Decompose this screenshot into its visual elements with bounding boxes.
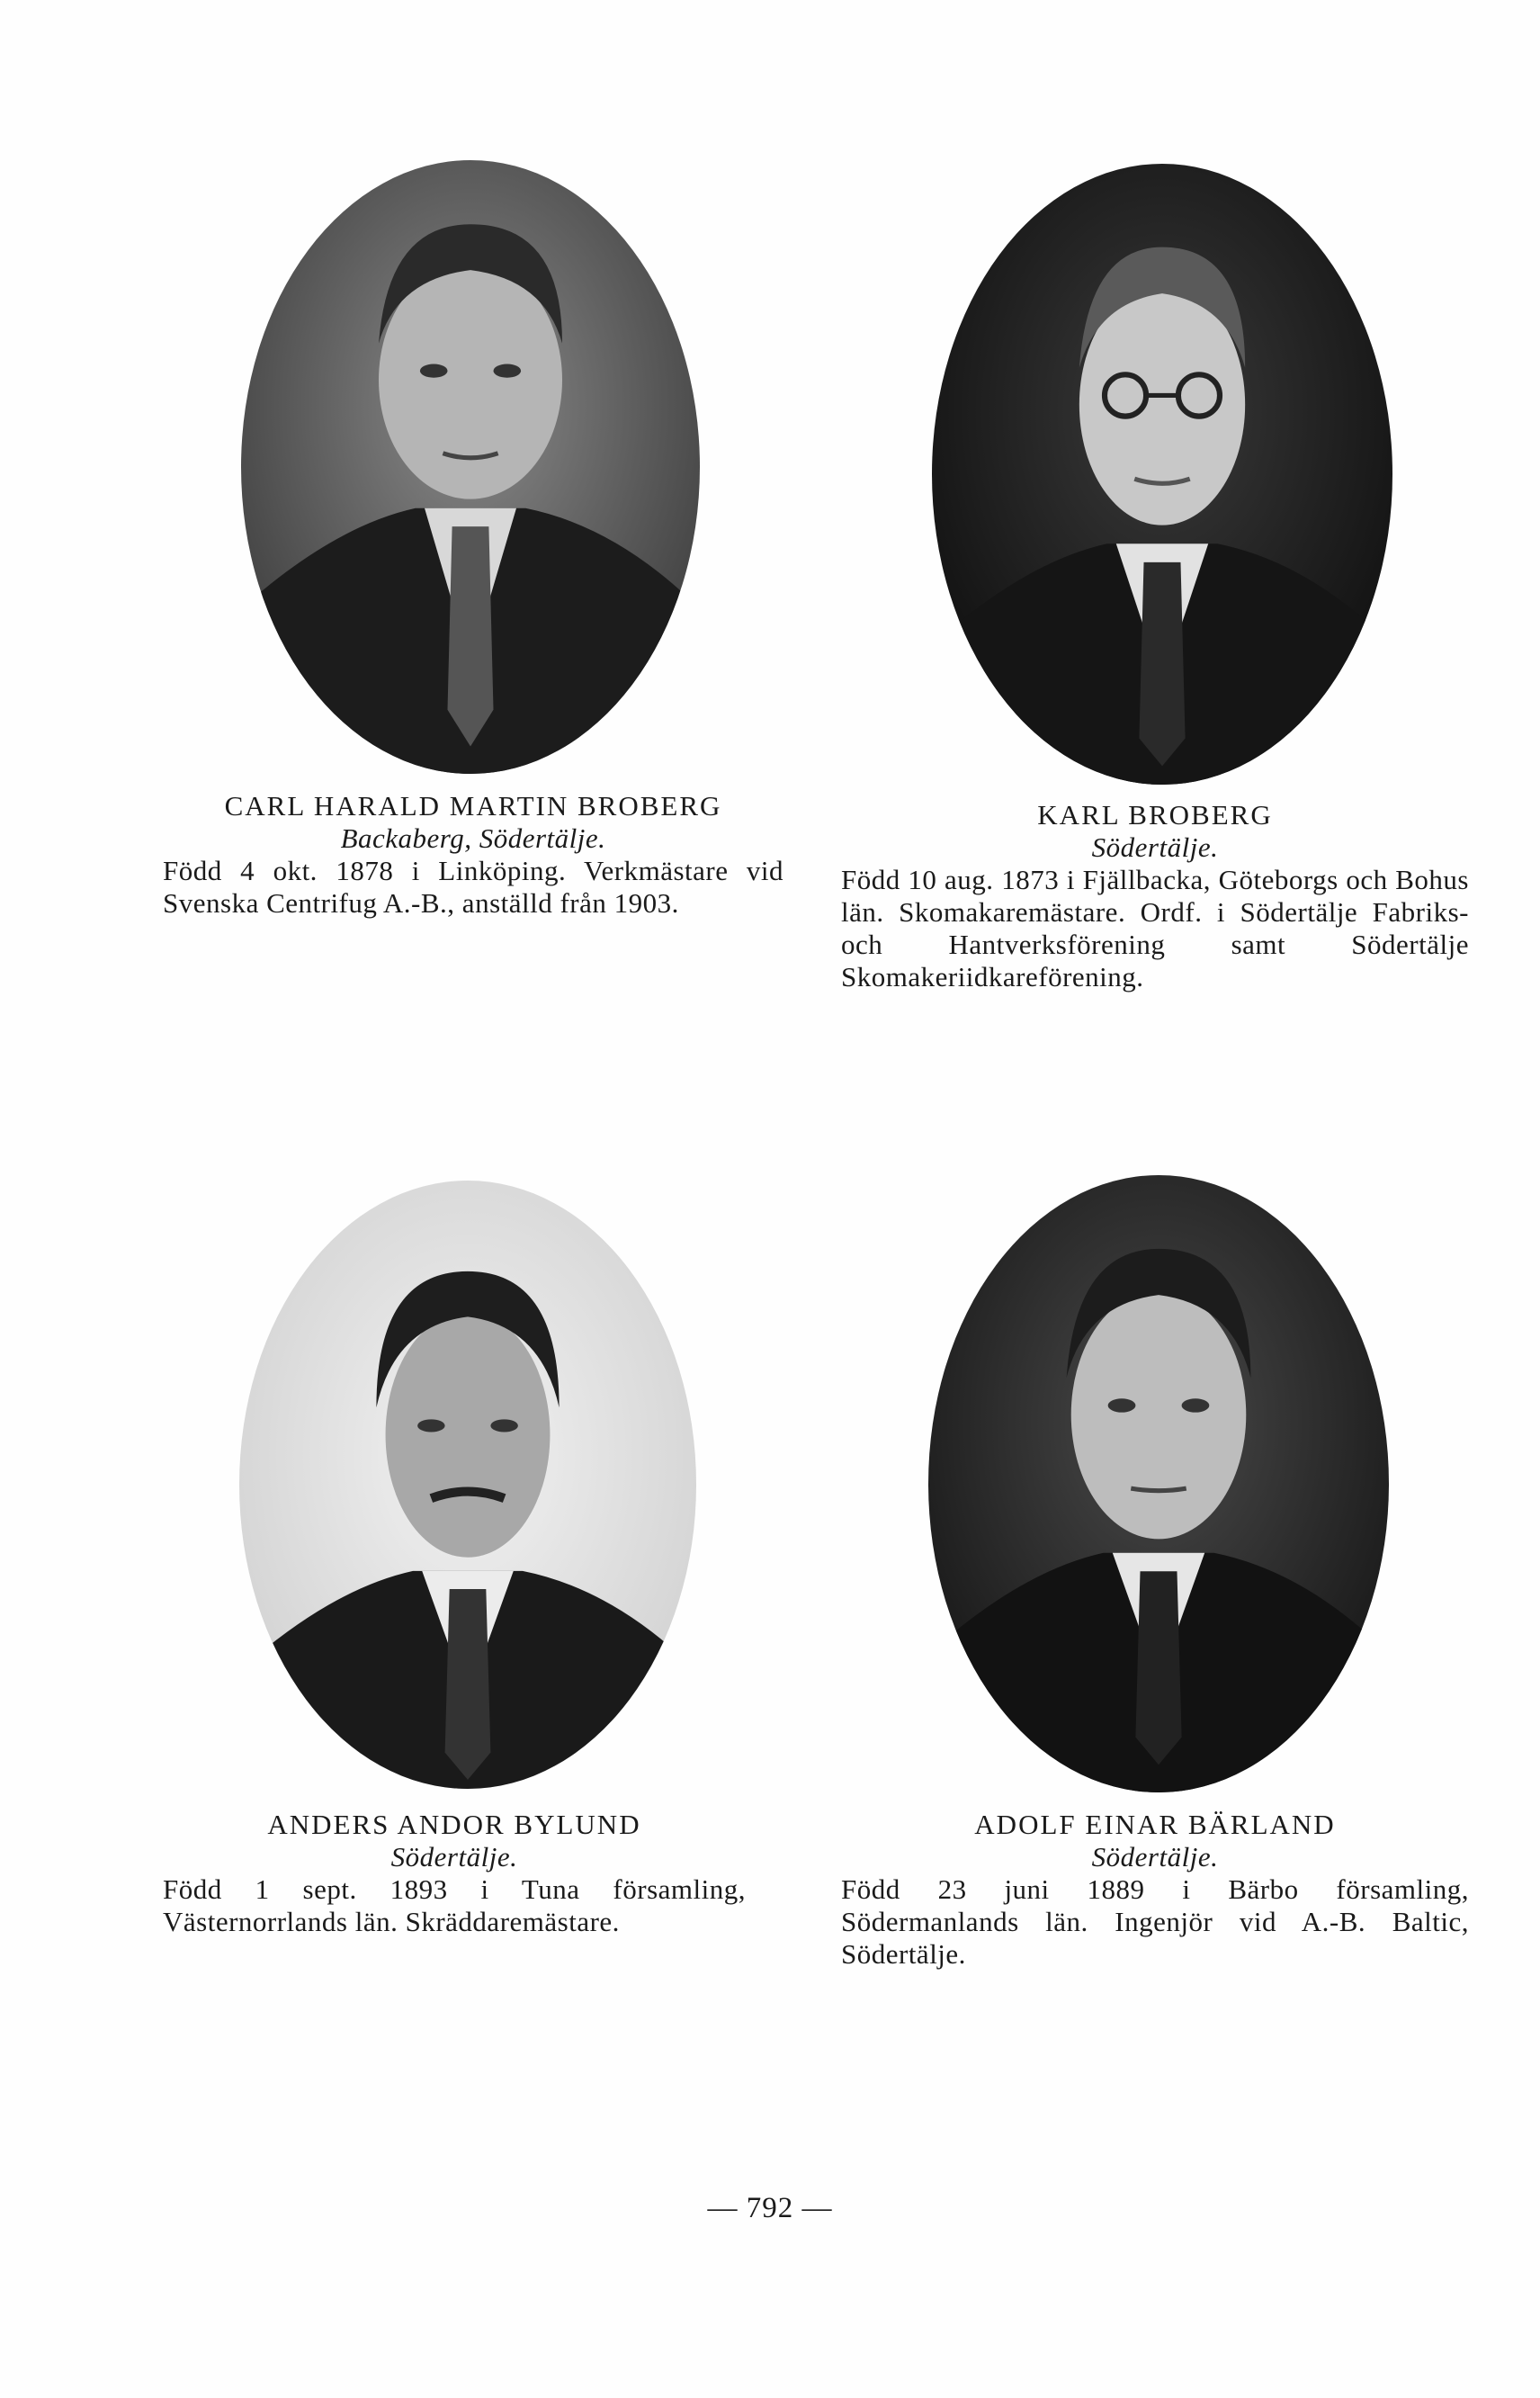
portrait-photo-karl-broberg (932, 164, 1392, 785)
portrait-photo-adolf-einar-barland (928, 1175, 1389, 1792)
page-number: — 792 — (707, 2192, 833, 2224)
person-biography: Född 23 juni 1889 i Bärbo församling, Södermanlands län. Ingenjör vid A.-B. Baltic, Södertälje. (841, 1873, 1469, 1970)
person-residence: Södertälje. (390, 1841, 518, 1873)
portrait-photo-anders-andor-bylund (239, 1181, 696, 1789)
person-biography: Född 10 aug. 1873 i Fjällbacka, Göteborgs och Bohus län. Skomakaremästare. Ordf. i Södertälje Fabriks- och Hantverksförening samt Södertälje Skomakeriidkareförening. (841, 864, 1469, 992)
entry-caption-adolf-einar-barland (841, 1809, 1469, 1971)
entry-caption-anders-andor-bylund (163, 1809, 746, 1938)
person-residence: Södertälje. (1091, 831, 1219, 863)
person-name: ADOLF EINAR BÄRLAND (974, 1809, 1336, 1840)
person-residence: Södertälje. (1091, 1841, 1219, 1873)
entry-caption-karl-broberg (841, 799, 1469, 993)
person-residence: Backaberg, Södertälje. (340, 822, 606, 854)
person-name: CARL HARALD MARTIN BROBERG (224, 790, 722, 822)
person-biography: Född 1 sept. 1893 i Tuna församling, Västernorrlands län. Skräddaremästare. (163, 1873, 746, 1937)
person-name: ANDERS ANDOR BYLUND (267, 1809, 641, 1840)
portrait-photo-carl-harald-martin-broberg (241, 160, 700, 774)
entry-caption-carl-harald-martin-broberg (163, 790, 783, 920)
person-biography: Född 4 okt. 1878 i Linköping. Verkmästare vid Svenska Centrifug A.-B., anställd från 1903. (163, 855, 783, 919)
person-name: KARL BROBERG (1037, 799, 1273, 831)
